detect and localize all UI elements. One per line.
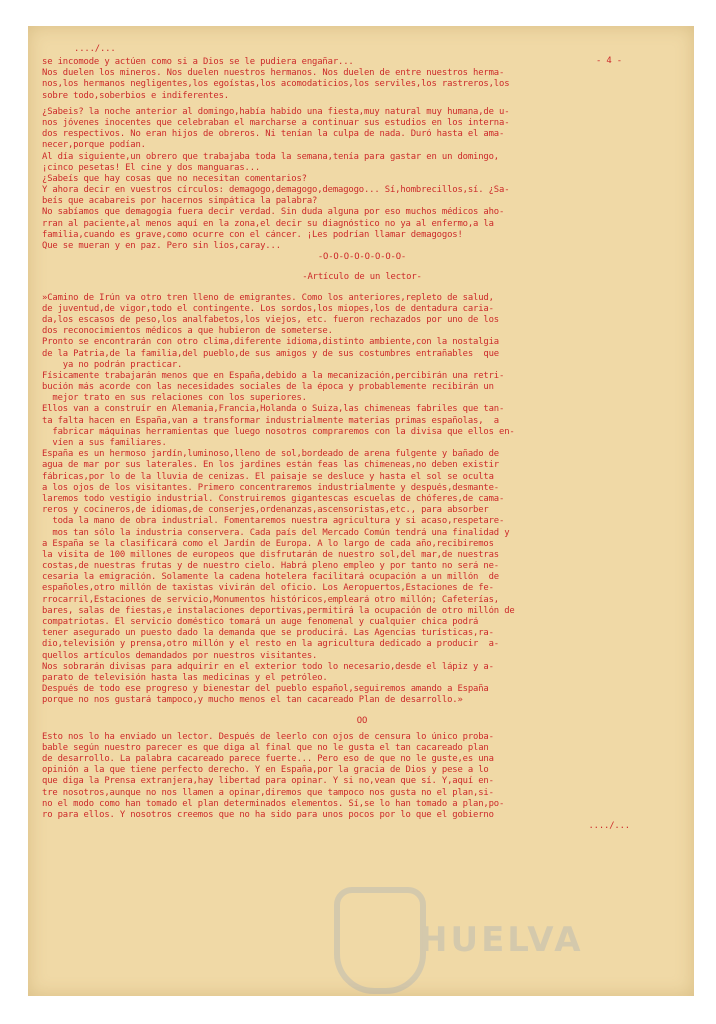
text-line: españoles,otro millón de taxistas vivirán del oficio. Los Aeropuertos,Estaciones de fe- xyxy=(42,583,494,594)
document-page xyxy=(28,26,694,996)
text-line: que diga la Prensa extranjera,hay libertad para opinar. Y si no,vean que sí. Y,aquí en- xyxy=(42,776,494,787)
text-line: necer,porque podían. xyxy=(42,140,146,151)
continued-marker-top: ..../... xyxy=(74,44,116,54)
text-line: no el modo como han tomado el plan determinados elementos. Sí,se lo han tomado a plan,po- xyxy=(42,798,505,809)
text-line: No sabíamos que demagogia fuera decir verdad. Sin duda alguna por eso muchos médicos aho- xyxy=(42,207,505,218)
text-line: la visita de 100 millones de europeos que disfrutarán de nuestro sol,del mar,de nuestras xyxy=(42,549,500,560)
text-line: laremos todo vestigio industrial. Construiremos gigantescas escuelas de chóferes,de cama- xyxy=(42,493,505,504)
watermark-text: HUELVA xyxy=(419,920,584,960)
text-line: Y ahora decir en vuestros círculos: demagogo,demagogo,demagogo... Sí,hombrecillos,sí. ¿Sa- xyxy=(42,185,510,196)
text-line: ya no podrán practicar. xyxy=(42,359,183,370)
text-line: opinión a la que tiene perfecto derecho. Y en España,por la gracia de Dios y pese a lo xyxy=(42,765,489,776)
text-line: Al día siguiente,un obrero que trabajaba toda la semana,tenía para gastar en un domingo, xyxy=(42,151,500,162)
archive-watermark xyxy=(324,882,584,1002)
text-line: toda la mano de obra industrial. Fomentaremos nuestra agricultura y si acaso,respetare- xyxy=(42,516,505,527)
text-line: bares, salas de fiestas,e instalaciones deportivas,permitirá la ocupación de otro millón de xyxy=(42,605,515,616)
text-line: Nos duelen los mineros. Nos duelen nuestros hermanos. Nos duelen de entre nuestros herma- xyxy=(42,68,505,79)
text-line: familia,cuando es grave,como ocurre con el cáncer. ¡Les podrían llamar demagogos! xyxy=(42,229,463,240)
text-line: costas,de nuestras frutas y de nuestro cielo. Habrá pleno empleo y por tanto no será ne- xyxy=(42,561,500,572)
text-line: de desarrollo. La palabra cacareado parece fuerte... Pero eso de que no le guste,es una xyxy=(42,754,494,765)
text-line: tener asegurado un puesto dado la demanda que se producirá. Las Agencias turísticas,ra- xyxy=(42,628,494,639)
archive-seal-icon xyxy=(334,887,426,994)
continued-marker-bottom: ..../... xyxy=(588,821,630,832)
closing-comment xyxy=(42,732,682,822)
text-line: de la Patria,de la familia,del pueblo,de sus amigos y de sus costumbres entrañables que xyxy=(42,348,500,359)
text-line: tre nosotros,aunque no nos llamen a opinar,diremos que tampoco nos gusta no el plan,si- xyxy=(42,787,494,798)
text-line: a los ojos de los visitantes. Primero concentraremos industrialmente y después,desmante- xyxy=(42,482,500,493)
text-line: nos jóvenes inocentes que celebraban el marcharse a continuar sus estudios en los interna- xyxy=(42,117,510,128)
text-line: porque no nos gustará tampoco,y mucho menos el tan cacareado Plan de desarrollo.» xyxy=(42,695,463,706)
text-line: parato de televisión hasta las medicinas y el petróleo. xyxy=(42,672,328,683)
text-line: ¿Sabeís que hay cosas que no necesitan comentarios? xyxy=(42,173,307,184)
text-line: fábricas,por lo de la lluvia de cenizas. El paisaje se desluce y hasta el sol se oculta xyxy=(42,471,494,482)
text-line: rran al paciente,al menos aquí en la zona,el decir su diagnóstico no ya al enfermo,a la xyxy=(42,218,494,229)
text-line: dio,televisión y prensa,otro millón y el resto en la agricultura dedicado a producir a- xyxy=(42,639,500,650)
text-line: mos tan sólo la industria conservera. Cada país del Mercado Común tendrá una finalidad y xyxy=(42,527,510,538)
text-line: Pronto se encontrarán con otro clima,diferente idioma,distinto ambiente,con la nostalgia xyxy=(42,337,500,348)
text-line: beís que acabareis por hacernos simpática la palabra? xyxy=(42,196,318,207)
text-line: nos,los hermanos negligentes,los egoístas,los acomodaticios,los serviles,los rastreros,los xyxy=(42,79,510,90)
text-line: de juventud,de vigor,todo el contingente. Los sordos,los miopes,los de dentadura caria- xyxy=(42,303,494,314)
page-number: - 4 - xyxy=(596,56,622,66)
section-divider: -O-O-O-O-O-O-O-O- xyxy=(317,252,407,263)
text-line: sobre todo,soberbios e indiferentes. xyxy=(42,90,229,101)
text-line: dos respectivos. No eran hijos de obreros. Ni tenían la culpa de nada. Duró hasta el ama- xyxy=(42,129,505,140)
text-line: Después de todo ese progreso y bienestar del pueblo español,seguiremos amando a España xyxy=(42,684,489,695)
text-line: se incomode y actúen como si a Dios se le pudiera engañar... xyxy=(42,57,354,67)
section-divider: OO xyxy=(356,715,368,726)
text-line: rrocarril,Estaciones de servicio,Monumentos históricos,empleará otro millón; Cafeterías, xyxy=(42,594,500,605)
text-line: reros y cocineros,de idiomas,de conserjes,ordenanzas,ascensoristas,etc., para absorber xyxy=(42,505,489,516)
text-line: ta falta hacen en España,van a transformar industrialmente materias primas españolas, a xyxy=(42,415,500,426)
text-line: ¿Sabeis? la noche anterior al domingo,había habido una fiesta,muy natural muy humana,de u- xyxy=(42,106,510,117)
section-fiesta xyxy=(42,107,682,252)
text-line: Esto nos lo ha enviado un lector. Después de leerlo con ojos de censura lo único proba- xyxy=(42,731,494,742)
section-intro xyxy=(42,57,682,102)
text-line: Ellos van a construír en Alemania,Francia,Holanda o Suiza,las chimeneas fabriles que tan- xyxy=(42,404,505,415)
text-line: da,los escasos de peso,los analfabetos,los viejos, etc. fueron rechazados por uno de los xyxy=(42,314,500,325)
text-line: a España se la clasificará como el Jardín de Europa. A lo largo de cada año,recibiremos xyxy=(42,538,494,549)
text-line: compatriotas. El servicio doméstico tomará un auge fenomenal y cualquier chica podrá xyxy=(42,617,479,627)
text-line: ro para ellos. Y nosotros creemos que no ha sido para unos pocos por lo que el gobierno xyxy=(42,810,494,820)
text-line: fabricar máquinas herramientas que luego nosotros compraremos con la divisa que ellos en- xyxy=(42,426,515,437)
text-line: quellos artículos demandados por nuestros visitantes. xyxy=(42,650,318,661)
text-line: Que se mueran y en paz. Pero sin líos,caray... xyxy=(42,241,281,251)
text-line: dos reconocimientos médicos a que hubieron de someterse. xyxy=(42,326,333,337)
text-line: ¡cinco pesetas! El cine y dos manguaras... xyxy=(42,162,261,173)
text-line: bable según nuestro parecer es que diga al final que no le gusta el tan cacareado plan xyxy=(42,742,489,753)
document-body xyxy=(42,44,682,832)
text-line: mejor trato en sus relaciones con los superiores. xyxy=(42,393,307,404)
reader-article xyxy=(42,293,682,707)
text-line: Nos sobrarán divisas para adquirir en el exterior todo lo necesario,desde el lápiz y a- xyxy=(42,661,494,672)
text-line: cesaria la emigración. Solamente la cadena hotelera facilitará ocupación a un millón de xyxy=(42,572,500,583)
article-heading: -Artículo de un lector- xyxy=(302,272,422,283)
text-line: »Camino de Irún va otro tren lleno de emigrantes. Como los anteriores,repleto de salud, xyxy=(42,292,494,303)
text-line: España es un hermoso jardín,luminoso,lleno de sol,bordeado de arena fulgente y bañado de xyxy=(42,449,500,460)
text-line: bución más acorde con las necesidades sociales de la época y probablemente recibirán un xyxy=(42,382,494,393)
text-line: agua de mar por sus laterales. En los jardines están feas las chimeneas,no deben existir xyxy=(42,460,500,471)
text-line: Físicamente trabajarán menos que en España,debido a la mecanización,percibirán una retri- xyxy=(42,370,505,381)
text-line: víen a sus familiares. xyxy=(42,438,167,448)
